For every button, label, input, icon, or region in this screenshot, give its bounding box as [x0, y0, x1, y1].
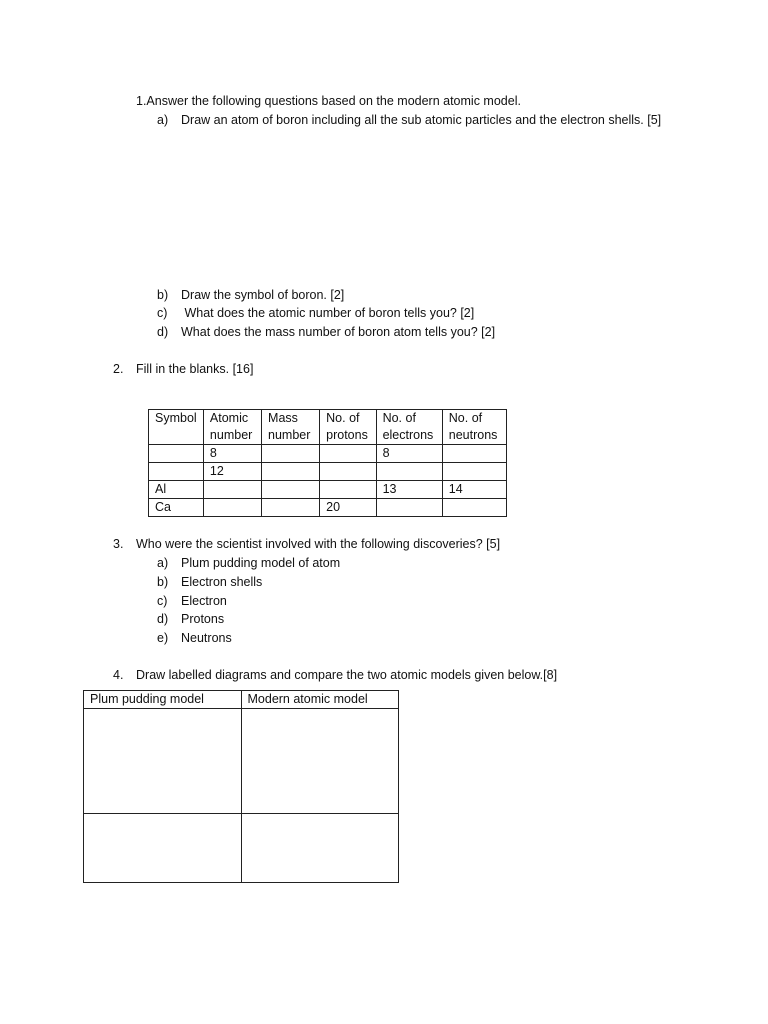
question-3-number: 3. — [113, 537, 124, 551]
table-cell[interactable]: 20 — [320, 499, 376, 517]
q1-item-a-text: Draw an atom of boron including all the sub atomic particles and the electron shells. [5] — [181, 113, 662, 127]
question-3-text: Who were the scientist involved with the following discoveries? [5] — [136, 537, 501, 551]
q3-item-a-text: Plum pudding model of atom — [181, 556, 341, 570]
q1-item-b-text: Draw the symbol of boron. [2] — [181, 288, 345, 302]
q1-item-d-label: d) — [157, 325, 169, 339]
table-cell[interactable] — [376, 463, 442, 481]
table-row — [84, 709, 399, 814]
header-protons: No. of protons — [320, 410, 376, 445]
plum-pudding-diagram-cell[interactable] — [84, 709, 242, 814]
table-cell[interactable]: 13 — [376, 481, 442, 499]
table-row — [149, 445, 507, 463]
header-neutrons: No. of neutrons — [442, 410, 506, 445]
header-symbol: Symbol — [149, 410, 204, 445]
header-modern-atomic-model: Modern atomic model — [241, 691, 399, 709]
q1-item-c-text: What does the atomic number of boron tells you? [2] — [181, 306, 475, 320]
table-row — [149, 499, 507, 517]
table-cell[interactable] — [203, 499, 261, 517]
table-cell[interactable]: 8 — [376, 445, 442, 463]
table-cell[interactable] — [149, 463, 204, 481]
q1-item-a-label: a) — [157, 113, 169, 127]
table-cell[interactable] — [203, 481, 261, 499]
question-2-text: Fill in the blanks. [16] — [136, 362, 254, 376]
header-atomic-number: Atomic number — [203, 410, 261, 445]
header-electrons: No. of electrons — [376, 410, 442, 445]
table-cell[interactable]: Ca — [149, 499, 204, 517]
q3-item-c-label: c) — [157, 594, 168, 608]
q3-item-d-text: Protons — [181, 612, 225, 626]
modern-atomic-comparison-cell[interactable] — [241, 814, 399, 883]
table-cell[interactable]: Al — [149, 481, 204, 499]
table-cell[interactable] — [320, 463, 376, 481]
plum-pudding-comparison-cell[interactable] — [84, 814, 242, 883]
table-cell[interactable]: 14 — [442, 481, 506, 499]
q3-item-e-label: e) — [157, 631, 169, 645]
table-cell[interactable] — [262, 445, 320, 463]
question-4-text: Draw labelled diagrams and compare the two atomic models given below.[8] — [136, 668, 558, 682]
table-cell[interactable] — [442, 463, 506, 481]
table-row — [149, 481, 507, 499]
modern-atomic-diagram-cell[interactable] — [241, 709, 399, 814]
table-cell[interactable] — [149, 445, 204, 463]
table-cell[interactable] — [320, 445, 376, 463]
question-1-intro: 1.Answer the following questions based on the modern atomic model. — [136, 94, 521, 108]
q3-item-e-text: Neutrons — [181, 631, 232, 645]
q1-item-d-text: What does the mass number of boron atom tells you? [2] — [181, 325, 496, 339]
table-header-row — [149, 410, 507, 445]
table-cell[interactable] — [262, 463, 320, 481]
header-mass-number: Mass number — [262, 410, 320, 445]
q1-item-b-label: b) — [157, 288, 169, 302]
q3-item-c-text: Electron — [181, 594, 227, 608]
table-cell[interactable] — [262, 499, 320, 517]
q3-item-b-label: b) — [157, 575, 169, 589]
q3-item-b-text: Electron shells — [181, 575, 263, 589]
table-cell[interactable] — [320, 481, 376, 499]
table-row — [149, 463, 507, 481]
question-2-number: 2. — [113, 362, 124, 376]
q3-item-a-label: a) — [157, 556, 169, 570]
model-comparison-table — [83, 690, 399, 883]
table-cell[interactable] — [262, 481, 320, 499]
table-header-row — [84, 691, 399, 709]
table-cell[interactable] — [442, 445, 506, 463]
atomic-data-table — [148, 409, 507, 517]
table-cell[interactable]: 12 — [203, 463, 261, 481]
table-cell[interactable] — [376, 499, 442, 517]
table-cell[interactable]: 8 — [203, 445, 261, 463]
q3-item-d-label: d) — [157, 612, 169, 626]
table-cell[interactable] — [442, 499, 506, 517]
q1-item-c-label: c) — [157, 306, 168, 320]
question-4-number: 4. — [113, 668, 124, 682]
table-row — [84, 814, 399, 883]
header-plum-pudding-model: Plum pudding model — [84, 691, 242, 709]
